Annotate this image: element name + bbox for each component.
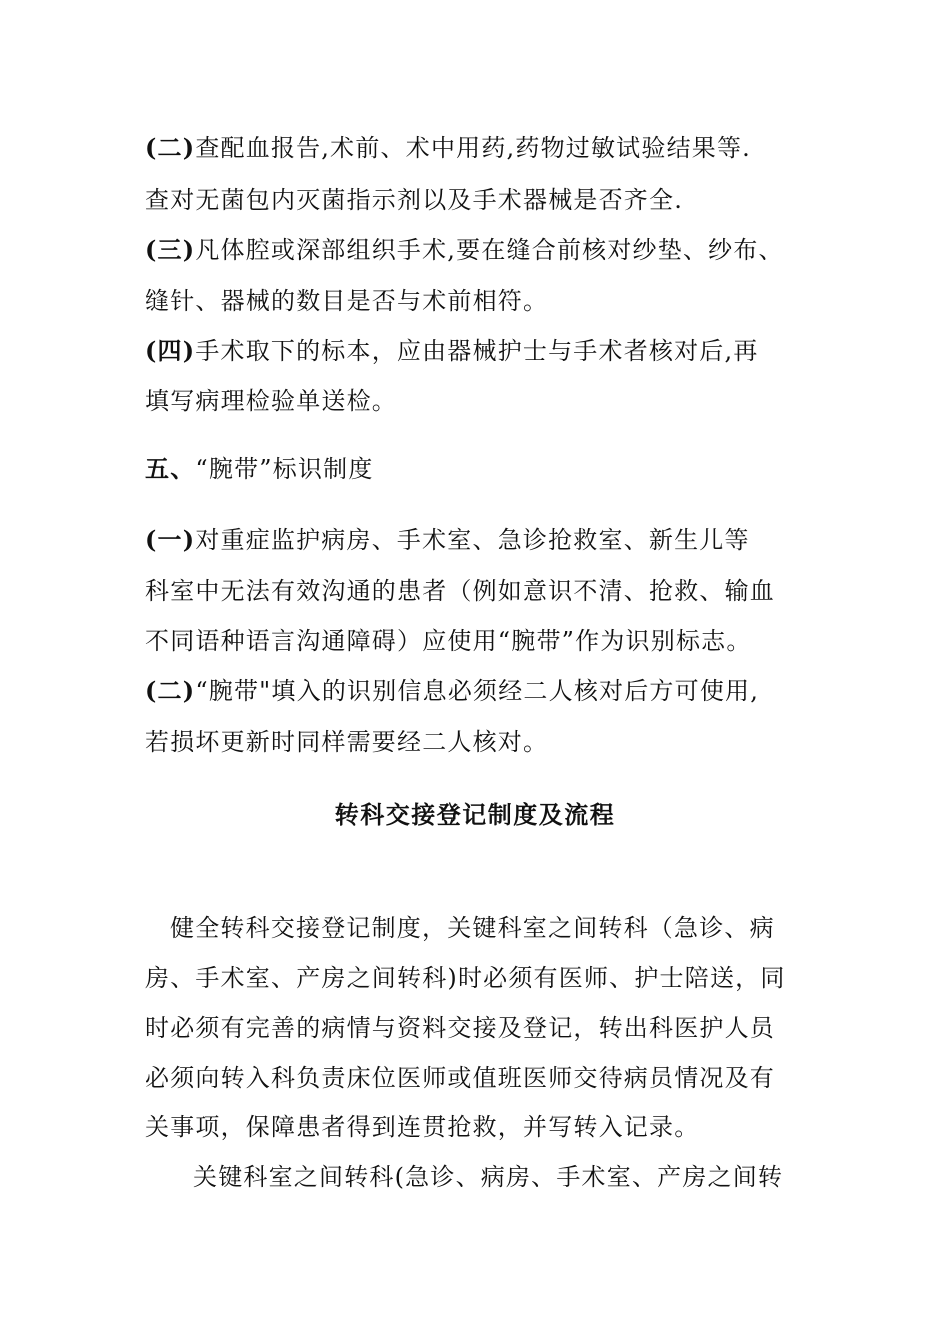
item-label: (四) — [145, 336, 196, 365]
section-title: “腕带”标识制度 — [195, 455, 374, 483]
item-2-sterile-check — [145, 185, 845, 215]
item-4-specimen — [145, 336, 845, 366]
item-text: 不同语种语言沟通障碍）应使用“腕带”作为识别标志。 — [145, 627, 752, 655]
item-label: (三) — [145, 235, 196, 264]
paragraph-text: 关事项，保障患者得到连贯抢救，并写转入记录。 — [145, 1113, 700, 1141]
item-text: 查配血报告,术前、术中用药,药物过敏试验结果等. — [195, 134, 751, 162]
document-title: 转科交接登记制度及流程 — [334, 800, 616, 829]
section-label: 五、 — [145, 454, 196, 483]
item-text: 若损坏更新时同样需要经二人核对。 — [145, 728, 549, 756]
item-2-continued — [145, 727, 845, 757]
item-label: (二) — [145, 133, 196, 162]
paragraph-text: 房、手术室、产房之间转科)时必须有医师、护士陪送，同 — [145, 964, 786, 992]
item-text: 查对无菌包内灭菌指示剂以及手术器械是否齐全. — [145, 186, 684, 214]
paragraph-text: 必须向转入科负责床位医师或值班医师交待病员情况及有 — [145, 1064, 775, 1092]
item-1-wristband-use — [145, 525, 845, 555]
paragraph-line-4 — [145, 1063, 845, 1093]
item-4-continued — [145, 386, 845, 416]
item-label: (一) — [145, 525, 196, 554]
item-text: “腕带"填入的识别信息必须经二人核对后方可使用, — [195, 677, 760, 705]
item-2-blood-check — [145, 133, 845, 163]
item-3-continued — [145, 286, 845, 316]
paragraph-text: 时必须有完善的病情与资料交接及登记，转出科医护人员 — [145, 1014, 775, 1042]
paragraph-line-2 — [145, 963, 845, 993]
paragraph-text: 关键科室之间转科(急诊、病房、手术室、产房之间转 — [193, 1163, 784, 1191]
item-3-cavity-surgery — [145, 235, 845, 265]
item-text: 填写病理检验单送检。 — [145, 387, 397, 415]
paragraph-text: 健全转科交接登记制度，关键科室之间转科（急诊、病 — [170, 914, 775, 942]
item-text: 凡体腔或深部组织手术,要在缝合前核对纱垫、纱布、 — [195, 236, 784, 264]
paragraph-line-1 — [170, 913, 870, 943]
paragraph-line-3 — [145, 1013, 845, 1043]
item-text: 手术取下的标本，应由器械护士与手术者核对后,再 — [195, 337, 759, 365]
item-1-continued-b — [145, 626, 845, 656]
section-5-heading — [145, 454, 845, 484]
paragraph-line-6 — [193, 1162, 893, 1192]
item-label: (二) — [145, 676, 196, 705]
paragraph-line-5 — [145, 1112, 845, 1142]
item-2-wristband-verify — [145, 676, 845, 706]
item-text: 缝针、器械的数目是否与术前相符。 — [145, 287, 549, 315]
item-1-continued-a — [145, 576, 845, 606]
item-text: 对重症监护病房、手术室、急诊抢救室、新生儿等 — [195, 526, 750, 554]
item-text: 科室中无法有效沟通的患者（例如意识不清、抢救、输血 — [145, 577, 775, 605]
